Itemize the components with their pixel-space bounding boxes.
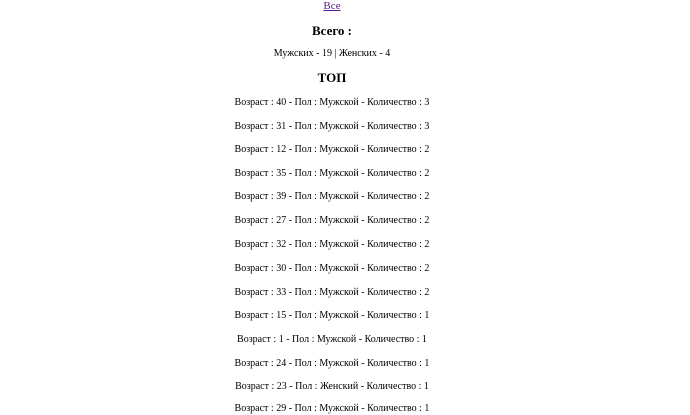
total-heading: Всего : xyxy=(311,23,353,38)
top-row: Возраст : 40 - Пол : Мужской - Количество : 3 xyxy=(234,97,430,108)
top-row: Возраст : 31 - Пол : Мужской - Количество : 3 xyxy=(234,121,430,132)
top-row: Возраст : 32 - Пол : Мужской - Количество : 2 xyxy=(234,239,430,250)
top-row: Возраст : 39 - Пол : Мужской - Количество : 2 xyxy=(234,191,430,202)
top-row: Возраст : 24 - Пол : Мужской - Количество : 1 xyxy=(234,358,430,369)
top-row: Возраст : 27 - Пол : Мужской - Количество : 2 xyxy=(234,215,430,226)
top-row: Возраст : 12 - Пол : Мужской - Количество : 2 xyxy=(234,144,430,155)
top-row: Возраст : 1 - Пол : Мужской - Количество : 1 xyxy=(237,334,427,345)
top-row: Возраст : 15 - Пол : Мужской - Количество : 1 xyxy=(234,310,430,321)
gender-counts: Мужских - 19 | Женских - 4 xyxy=(273,48,391,59)
top-row: Возраст : 29 - Пол : Мужской - Количество : 1 xyxy=(234,403,430,414)
top-row: Возраст : 33 - Пол : Мужской - Количество : 2 xyxy=(234,287,430,298)
all-link[interactable]: Все xyxy=(323,0,341,12)
top-row: Возраст : 23 - Пол : Женский - Количество : 1 xyxy=(235,381,429,392)
top-heading: ТОП xyxy=(317,70,347,85)
top-row: Возраст : 35 - Пол : Мужской - Количество : 2 xyxy=(234,168,430,179)
top-row: Возраст : 30 - Пол : Мужской - Количество : 2 xyxy=(234,263,430,274)
